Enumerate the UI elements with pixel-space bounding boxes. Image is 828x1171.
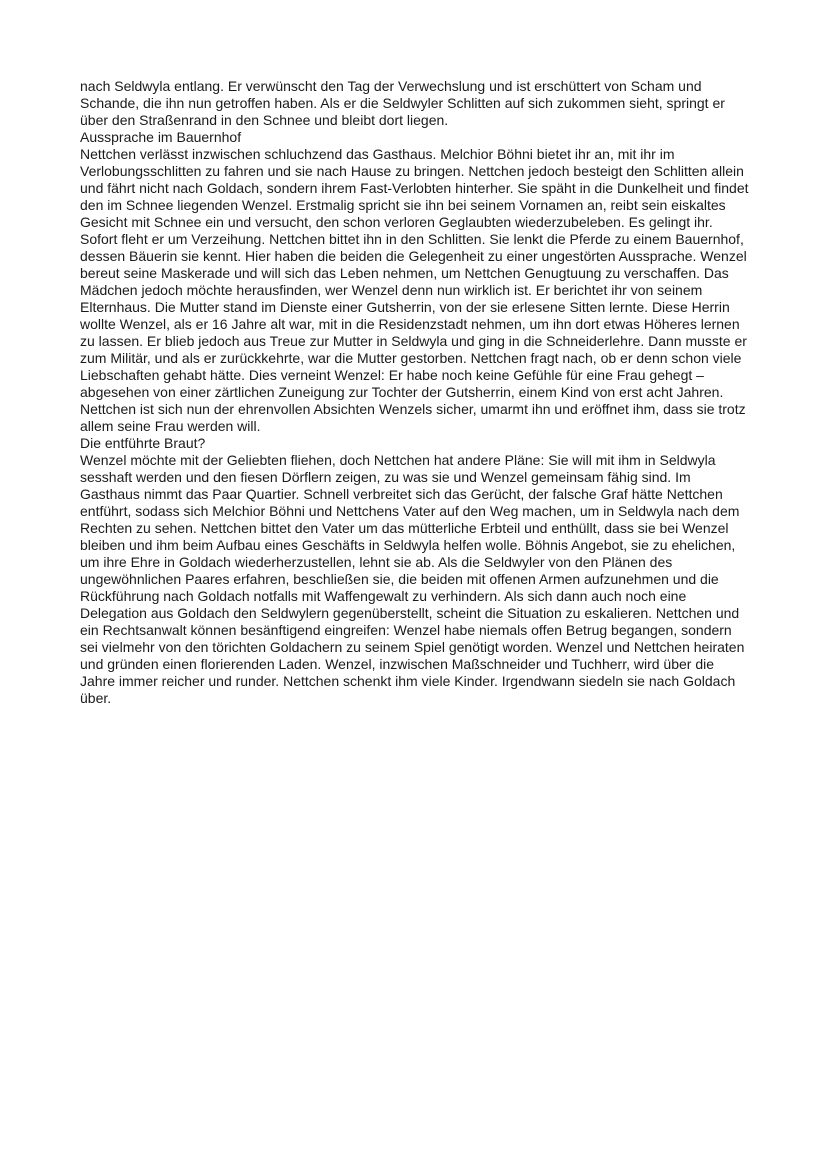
paragraph-continuation: nach Seldwyla entlang. Er verwünscht den Tag der Verwechslung und ist erschüttert von Scham und Schande, die ihn nun getroffen haben. Als er die Seldwyler Schlitten auf sich zukommen sieht, springt er über den Straßenrand in den Schnee und bleibt dort liegen. <box>80 78 725 128</box>
section-heading-aussprache-im-bauernhof: Aussprache im Bauernhof <box>80 129 242 145</box>
section-heading-die-entfuehrte-braut: Die entführte Braut? <box>80 435 206 451</box>
paragraph-die-entfuehrte-braut: Wenzel möchte mit der Geliebten fliehen, doch Nettchen hat andere Pläne: Sie will mit ihm in Seldwyla sesshaft werden und den fiesen Dörflern zeigen, zu was sie und Wenzel gemeinsam fähig sind. Im Gasthaus nimmt das Paar Quartier. Schnell verbreitet sich das Gerücht, der falsche Graf hätte Nettchen entführt, sodass sich Melchior Böhni und Nettchens Vater auf den Weg machen, um in Seldwyla nach dem Rechten zu sehen. Nettchen bittet den Vater um das mütterliche Erbteil und enthüllt, dass sie bei Wenzel bleiben und ihm beim Aufbau eines Geschäfts in Seldwyla helfen wolle. Böhnis Angebot, sie zu ehelichen, um ihre Ehre in Goldach wiederherzustellen, lehnt sie ab. Als die Seldwyler von den Plänen des ungewöhnlichen Paares erfahren, beschließen sie, die beiden mit offenen Armen aufzunehmen und die Rückführung nach Goldach notfalls mit Waffengewalt zu verhindern. Als sich dann auch noch eine Delegation aus Goldach den Seldwylern gegenüberstellt, scheint die Situation zu eskalieren. Nettchen und ein Rechtsanwalt können besänftigend eingreifen: Wenzel habe niemals offen Betrug begangen, sondern sei vielmehr von den törichten Goldachern zu seinem Spiel genötigt worden. Wenzel und Nettchen heiraten und gründen einen florierenden Laden. Wenzel, inzwischen Maßschneider und Tuchherr, wird über die Jahre immer reicher und runder. Nettchen schenkt ihm viele Kinder. Irgendwann siedeln sie nach Goldach über. <box>80 452 745 706</box>
document-text <box>80 78 751 707</box>
paragraph-aussprache-im-bauernhof: Nettchen verlässt inzwischen schluchzend das Gasthaus. Melchior Böhni bietet ihr an, mit ihr im Verlobungsschlitten zu fahren und sie nach Hause zu bringen. Nettchen jedoch besteigt den Schlitten allein und fährt nicht nach Goldach, sondern ihrem Fast-Verlobten hinterher. Sie späht in die Dunkelheit und findet den im Schnee liegenden Wenzel. Erstmalig spricht sie ihn bei seinem Vornamen an, reibt sein eiskaltes Gesicht mit Schnee ein und versucht, den schon verloren Geglaubten wiederzubeleben. Es gelingt ihr. Sofort fleht er um Verzeihung. Nettchen bittet ihn in den Schlitten. Sie lenkt die Pferde zu einem Bauernhof, dessen Bäuerin sie kennt. Hier haben die beiden die Gelegenheit zu einer ungestörten Aussprache. Wenzel bereut seine Maskerade und will sich das Leben nehmen, um Nettchen Genugtuung zu verschaffen. Das Mädchen jedoch möchte herausfinden, wer Wenzel denn nun wirklich ist. Er berichtet ihr von seinem Elternhaus. Die Mutter stand im Dienste einer Gutsherrin, von der sie erlesene Sitten lernte. Diese Herrin wollte Wenzel, als er 16 Jahre alt war, mit in die Residenzstadt nehmen, um ihn dort etwas Höheres lernen zu lassen. Er blieb jedoch aus Treue zur Mutter in Seldwyla und ging in die Schneiderlehre. Dann musste er zum Militär, und als er zurückkehrte, war die Mutter gestorben. Nettchen fragt nach, ob er denn schon viele Liebschaften gehabt hätte. Dies verneint Wenzel: Er habe noch keine Gefühle für eine Frau gehegt – abgesehen von einer zärtlichen Zuneigung zur Tochter der Gutsherrin, einem Kind von erst acht Jahren. Nettchen ist sich nun der ehrenvollen Absichten Wenzels sicher, umarmt ihn und eröffnet ihm, dass sie trotz allem seine Frau werden will. <box>80 146 749 434</box>
